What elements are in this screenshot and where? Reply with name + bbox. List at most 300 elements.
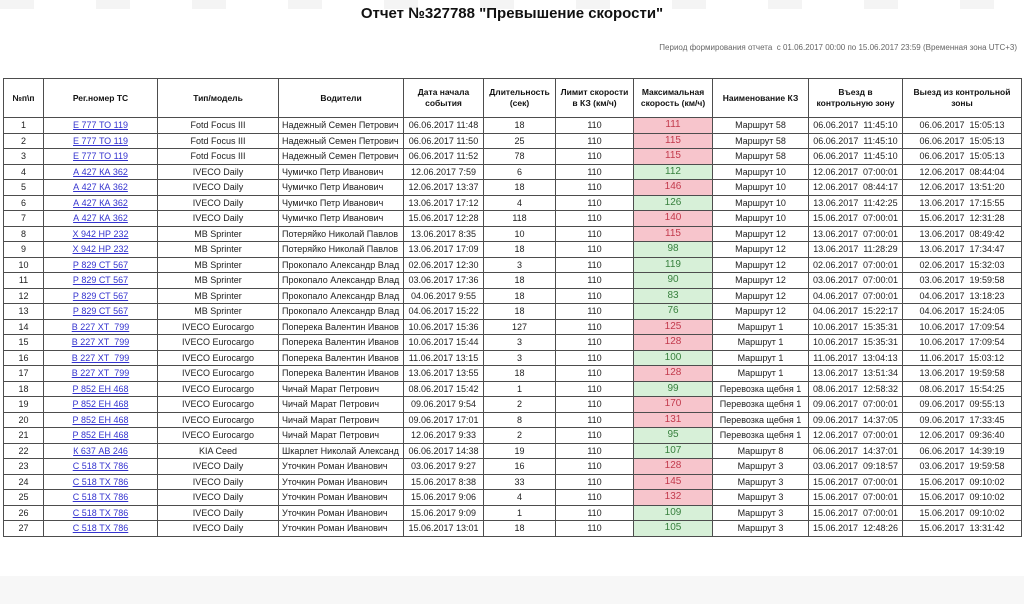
duration-sec: 118 [484,211,556,227]
vehicle-reg-link[interactable]: К 637 АВ 246 [73,445,128,456]
driver-name: Потеряйко Николай Павлов [279,242,404,258]
event-start-date: 04.06.2017 15:22 [404,304,484,320]
row-number: 19 [4,397,44,413]
vehicle-reg-cell [44,118,158,134]
vehicle-reg-cell [44,412,158,428]
vehicle-reg-link[interactable]: С 518 ТХ 786 [72,507,129,518]
zone-exit-time: 04.06.2017 13:18:23 [903,288,1022,304]
event-start-date: 11.06.2017 13:15 [404,350,484,366]
table-row [4,366,1022,382]
zone-entry-time: 12.06.2017 07:00:01 [809,164,903,180]
event-start-date: 10.06.2017 15:36 [404,319,484,335]
vehicle-reg-cell [44,397,158,413]
col-header-driver: Водители [279,79,404,118]
vehicle-reg-cell [44,242,158,258]
zone-name: Маршрут 3 [713,521,809,537]
max-speed-value: 115 [634,226,713,242]
col-header-duration: Длительность (сек) [484,79,556,118]
vehicle-reg-cell [44,288,158,304]
event-start-date: 06.06.2017 11:50 [404,133,484,149]
zone-entry-time: 03.06.2017 09:18:57 [809,459,903,475]
table-row [4,350,1022,366]
zone-entry-time: 15.06.2017 07:00:01 [809,474,903,490]
max-speed-value: 83 [634,288,713,304]
duration-sec: 3 [484,257,556,273]
driver-name: Чумичко Петр Иванович [279,211,404,227]
vehicle-reg-link[interactable]: Р 829 СТ 567 [72,259,129,270]
vehicle-reg-link[interactable]: Р 852 ЕН 468 [72,399,129,410]
max-speed-value: 126 [634,195,713,211]
zone-name: Маршрут 8 [713,443,809,459]
row-number: 11 [4,273,44,289]
speed-limit: 110 [556,304,634,320]
vehicle-reg-link[interactable]: Р 852 ЕН 468 [72,383,129,394]
speed-limit: 110 [556,133,634,149]
vehicle-model: IVECO Daily [158,521,279,537]
row-number: 7 [4,211,44,227]
driver-name: Уточкин Роман Иванович [279,490,404,506]
driver-name: Чумичко Петр Иванович [279,195,404,211]
table-row [4,304,1022,320]
vehicle-model: IVECO Daily [158,474,279,490]
row-number: 27 [4,521,44,537]
speed-limit: 110 [556,257,634,273]
table-row [4,381,1022,397]
vehicle-reg-cell [44,164,158,180]
speed-limit: 110 [556,118,634,134]
row-number: 21 [4,428,44,444]
event-start-date: 12.06.2017 7:59 [404,164,484,180]
vehicle-reg-cell [44,381,158,397]
table-row [4,428,1022,444]
row-number: 14 [4,319,44,335]
duration-sec: 127 [484,319,556,335]
vehicle-reg-link[interactable]: А 427 КА 362 [73,166,128,177]
vehicle-reg-cell [44,366,158,382]
zone-entry-time: 12.06.2017 07:00:01 [809,428,903,444]
duration-sec: 1 [484,381,556,397]
vehicle-model: IVECO Daily [158,459,279,475]
max-speed-value: 107 [634,443,713,459]
table-row [4,490,1022,506]
zone-entry-time: 04.06.2017 15:22:17 [809,304,903,320]
speed-limit: 110 [556,412,634,428]
driver-name: Прокопало Александр Влад [279,257,404,273]
zone-name: Маршрут 10 [713,211,809,227]
vehicle-reg-link[interactable]: С 518 ТХ 786 [72,523,129,534]
page-bottom-area [0,576,1024,604]
event-start-date: 08.06.2017 15:42 [404,381,484,397]
vehicle-reg-link[interactable]: Р 829 СТ 567 [72,290,129,301]
driver-name: Чичай Марат Петрович [279,397,404,413]
speed-limit: 110 [556,474,634,490]
table-row [4,474,1022,490]
zone-name: Перевозка щебня 1 [713,397,809,413]
vehicle-model: Fotd Focus III [158,133,279,149]
max-speed-value: 128 [634,366,713,382]
col-header-zone: Наименование КЗ [713,79,809,118]
vehicle-reg-cell [44,149,158,165]
vehicle-reg-cell [44,474,158,490]
event-start-date: 03.06.2017 9:27 [404,459,484,475]
vehicle-reg-link[interactable]: С 518 ТХ 786 [72,476,129,487]
zone-entry-time: 15.06.2017 07:00:01 [809,490,903,506]
driver-name: Уточкин Роман Иванович [279,505,404,521]
driver-name: Уточкин Роман Иванович [279,521,404,537]
vehicle-reg-cell [44,180,158,196]
zone-entry-time: 13.06.2017 11:28:29 [809,242,903,258]
vehicle-reg-cell [44,335,158,351]
table-row [4,319,1022,335]
vehicle-reg-link[interactable]: Р 852 ЕН 468 [72,430,129,441]
table-row [4,397,1022,413]
max-speed-value: 125 [634,319,713,335]
max-speed-value: 95 [634,428,713,444]
vehicle-reg-link[interactable]: Х 942 НР 232 [72,244,129,255]
zone-name: Маршрут 12 [713,257,809,273]
zone-entry-time: 09.06.2017 07:00:01 [809,397,903,413]
driver-name: Шкарлет Николай Александ [279,443,404,459]
table-row [4,459,1022,475]
max-speed-value: 128 [634,335,713,351]
speed-limit: 110 [556,242,634,258]
zone-entry-time: 13.06.2017 13:51:34 [809,366,903,382]
row-number: 12 [4,288,44,304]
speeding-report-table [3,78,1022,537]
row-number: 23 [4,459,44,475]
zone-entry-time: 15.06.2017 07:00:01 [809,505,903,521]
zone-entry-time: 15.06.2017 07:00:01 [809,211,903,227]
col-header-reg: Рег.номер ТС [44,79,158,118]
duration-sec: 18 [484,242,556,258]
driver-name: Поперека Валентин Иванов [279,350,404,366]
zone-exit-time: 06.06.2017 15:05:13 [903,118,1022,134]
vehicle-reg-cell [44,319,158,335]
zone-exit-time: 13.06.2017 19:59:58 [903,366,1022,382]
max-speed-value: 99 [634,381,713,397]
vehicle-reg-link[interactable]: С 518 ТХ 786 [72,492,129,503]
vehicle-model: MB Sprinter [158,273,279,289]
zone-name: Маршрут 12 [713,304,809,320]
table-row [4,257,1022,273]
vehicle-reg-link[interactable]: А 427 КА 362 [73,182,128,193]
table-row [4,242,1022,258]
zone-exit-time: 12.06.2017 09:36:40 [903,428,1022,444]
driver-name: Прокопало Александр Влад [279,273,404,289]
vehicle-reg-link[interactable]: Р 829 СТ 567 [72,306,129,317]
duration-sec: 78 [484,149,556,165]
vehicle-model: IVECO Eurocargo [158,350,279,366]
zone-exit-time: 15.06.2017 09:10:02 [903,490,1022,506]
table-row [4,505,1022,521]
row-number: 17 [4,366,44,382]
zone-name: Маршрут 1 [713,319,809,335]
zone-entry-time: 11.06.2017 13:04:13 [809,350,903,366]
vehicle-reg-cell [44,257,158,273]
zone-entry-time: 04.06.2017 07:00:01 [809,288,903,304]
event-start-date: 13.06.2017 17:12 [404,195,484,211]
event-start-date: 15.06.2017 12:28 [404,211,484,227]
zone-name: Маршрут 3 [713,490,809,506]
vehicle-reg-link[interactable]: В 227 ХТ 799 [71,337,130,348]
max-speed-value: 112 [634,164,713,180]
zone-exit-time: 04.06.2017 15:24:05 [903,304,1022,320]
event-start-date: 09.06.2017 9:54 [404,397,484,413]
col-header-limit: Лимит скорости в КЗ (км/ч) [556,79,634,118]
speed-limit: 110 [556,350,634,366]
duration-sec: 33 [484,474,556,490]
zone-entry-time: 12.06.2017 08:44:17 [809,180,903,196]
speed-limit: 110 [556,211,634,227]
vehicle-reg-cell [44,350,158,366]
vehicle-reg-cell [44,490,158,506]
zone-exit-time: 06.06.2017 14:39:19 [903,443,1022,459]
event-start-date: 02.06.2017 12:30 [404,257,484,273]
max-speed-value: 119 [634,257,713,273]
zone-entry-time: 13.06.2017 07:00:01 [809,226,903,242]
driver-name: Поперека Валентин Иванов [279,319,404,335]
vehicle-reg-link[interactable]: Х 942 НР 232 [72,228,129,239]
table-row [4,133,1022,149]
speed-limit: 110 [556,195,634,211]
vehicle-reg-link[interactable]: В 227 ХТ 799 [71,352,130,363]
driver-name: Поперека Валентин Иванов [279,366,404,382]
zone-entry-time: 06.06.2017 14:37:01 [809,443,903,459]
vehicle-reg-cell [44,443,158,459]
max-speed-value: 98 [634,242,713,258]
zone-exit-time: 08.06.2017 15:54:25 [903,381,1022,397]
zone-name: Перевозка щебня 1 [713,428,809,444]
event-start-date: 15.06.2017 9:06 [404,490,484,506]
zone-name: Маршрут 3 [713,505,809,521]
duration-sec: 6 [484,164,556,180]
speed-limit: 110 [556,319,634,335]
vehicle-model: IVECO Daily [158,211,279,227]
vehicle-model: MB Sprinter [158,226,279,242]
vehicle-model: IVECO Daily [158,180,279,196]
vehicle-reg-link[interactable]: В 227 ХТ 799 [71,368,130,379]
zone-entry-time: 09.06.2017 14:37:05 [809,412,903,428]
zone-entry-time: 13.06.2017 11:42:25 [809,195,903,211]
vehicle-model: IVECO Eurocargo [158,412,279,428]
duration-sec: 4 [484,195,556,211]
zone-name: Маршрут 12 [713,242,809,258]
vehicle-reg-link[interactable]: Е 777 ТО 119 [73,120,128,131]
duration-sec: 8 [484,412,556,428]
speed-limit: 110 [556,149,634,165]
speed-limit: 110 [556,288,634,304]
vehicle-reg-link[interactable]: Е 777 ТО 119 [73,151,128,162]
zone-name: Маршрут 12 [713,226,809,242]
speed-limit: 110 [556,381,634,397]
vehicle-reg-link[interactable]: Р 852 ЕН 468 [72,414,129,425]
max-speed-value: 76 [634,304,713,320]
speed-limit: 110 [556,459,634,475]
max-speed-value: 132 [634,490,713,506]
vehicle-model: KIA Ceed [158,443,279,459]
row-number: 20 [4,412,44,428]
row-number: 3 [4,149,44,165]
speed-limit: 110 [556,521,634,537]
zone-exit-time: 10.06.2017 17:09:54 [903,319,1022,335]
zone-name: Маршрут 3 [713,474,809,490]
zone-exit-time: 15.06.2017 09:10:02 [903,474,1022,490]
vehicle-model: MB Sprinter [158,242,279,258]
table-row [4,335,1022,351]
table-row [4,273,1022,289]
duration-sec: 18 [484,366,556,382]
max-speed-value: 111 [634,118,713,134]
vehicle-reg-cell [44,304,158,320]
zone-entry-time: 06.06.2017 11:45:10 [809,149,903,165]
event-start-date: 03.06.2017 17:36 [404,273,484,289]
speed-limit: 110 [556,428,634,444]
duration-sec: 18 [484,118,556,134]
duration-sec: 3 [484,335,556,351]
zone-exit-time: 03.06.2017 19:59:58 [903,273,1022,289]
row-number: 15 [4,335,44,351]
zone-exit-time: 09.06.2017 09:55:13 [903,397,1022,413]
max-speed-value: 145 [634,474,713,490]
event-start-date: 06.06.2017 14:38 [404,443,484,459]
row-number: 1 [4,118,44,134]
zone-name: Маршрут 10 [713,164,809,180]
zone-name: Маршрут 1 [713,366,809,382]
vehicle-model: IVECO Daily [158,490,279,506]
zone-exit-time: 13.06.2017 17:15:55 [903,195,1022,211]
vehicle-model: IVECO Eurocargo [158,319,279,335]
max-speed-value: 140 [634,211,713,227]
row-number: 2 [4,133,44,149]
vehicle-reg-link[interactable]: Е 777 ТО 119 [73,135,128,146]
driver-name: Чичай Марат Петрович [279,381,404,397]
driver-name: Надежный Семен Петрович [279,133,404,149]
zone-name: Маршрут 10 [713,180,809,196]
max-speed-value: 170 [634,397,713,413]
speed-limit: 110 [556,490,634,506]
row-number: 22 [4,443,44,459]
zone-name: Маршрут 10 [713,195,809,211]
duration-sec: 3 [484,350,556,366]
event-start-date: 15.06.2017 9:09 [404,505,484,521]
vehicle-reg-link[interactable]: В 227 ХТ 799 [71,321,130,332]
driver-name: Потеряйко Николай Павлов [279,226,404,242]
table-row [4,226,1022,242]
driver-name: Уточкин Роман Иванович [279,459,404,475]
event-start-date: 10.06.2017 15:44 [404,335,484,351]
speed-limit: 110 [556,180,634,196]
zone-exit-time: 15.06.2017 13:31:42 [903,521,1022,537]
zone-entry-time: 10.06.2017 15:35:31 [809,319,903,335]
row-number: 8 [4,226,44,242]
zone-name: Перевозка щебня 1 [713,381,809,397]
zone-entry-time: 06.06.2017 11:45:10 [809,118,903,134]
speed-limit: 110 [556,505,634,521]
vehicle-reg-cell [44,459,158,475]
report-title: Отчет №327788 "Превышение скорости" [360,5,664,22]
table-row [4,521,1022,537]
vehicle-reg-link[interactable]: А 427 КА 362 [73,213,128,224]
duration-sec: 18 [484,304,556,320]
event-start-date: 06.06.2017 11:52 [404,149,484,165]
zone-name: Маршрут 3 [713,459,809,475]
max-speed-value: 90 [634,273,713,289]
row-number: 26 [4,505,44,521]
table-header-row [4,79,1022,118]
event-start-date: 13.06.2017 17:09 [404,242,484,258]
driver-name: Уточкин Роман Иванович [279,474,404,490]
vehicle-model: MB Sprinter [158,288,279,304]
row-number: 25 [4,490,44,506]
duration-sec: 16 [484,459,556,475]
table-row [4,195,1022,211]
zone-name: Маршрут 58 [713,133,809,149]
max-speed-value: 146 [634,180,713,196]
vehicle-model: IVECO Eurocargo [158,397,279,413]
max-speed-value: 115 [634,149,713,165]
driver-name: Чумичко Петр Иванович [279,164,404,180]
col-header-num: №п\п [4,79,44,118]
duration-sec: 18 [484,521,556,537]
zone-exit-time: 12.06.2017 13:51:20 [903,180,1022,196]
zone-name: Маршрут 1 [713,335,809,351]
zone-exit-time: 13.06.2017 08:49:42 [903,226,1022,242]
zone-name: Маршрут 58 [713,149,809,165]
table-row [4,118,1022,134]
duration-sec: 25 [484,133,556,149]
driver-name: Чичай Марат Петрович [279,428,404,444]
vehicle-reg-link[interactable]: А 427 КА 362 [73,197,128,208]
col-header-entry: Въезд в контрольную зону [809,79,903,118]
speed-limit: 110 [556,397,634,413]
col-header-model: Тип/модель [158,79,279,118]
max-speed-value: 131 [634,412,713,428]
vehicle-model: Fotd Focus III [158,118,279,134]
zone-exit-time: 12.06.2017 08:44:04 [903,164,1022,180]
vehicle-reg-cell [44,428,158,444]
vehicle-model: Fotd Focus III [158,149,279,165]
row-number: 5 [4,180,44,196]
col-header-exit: Выезд из контрольной зоны [903,79,1022,118]
zone-name: Маршрут 12 [713,273,809,289]
duration-sec: 19 [484,443,556,459]
row-number: 9 [4,242,44,258]
zone-entry-time: 10.06.2017 15:35:31 [809,335,903,351]
vehicle-model: MB Sprinter [158,304,279,320]
duration-sec: 10 [484,226,556,242]
vehicle-reg-link[interactable]: С 518 ТХ 786 [72,461,129,472]
table-row [4,164,1022,180]
vehicle-reg-cell [44,211,158,227]
vehicle-reg-cell [44,521,158,537]
vehicle-reg-cell [44,133,158,149]
vehicle-reg-link[interactable]: Р 829 СТ 567 [72,275,129,286]
event-start-date: 09.06.2017 17:01 [404,412,484,428]
zone-name: Маршрут 12 [713,288,809,304]
vehicle-reg-cell [44,226,158,242]
driver-name: Надежный Семен Петрович [279,118,404,134]
vehicle-model: IVECO Eurocargo [158,335,279,351]
zone-exit-time: 11.06.2017 15:03:12 [903,350,1022,366]
speed-limit: 110 [556,443,634,459]
speed-limit: 110 [556,366,634,382]
report-period: Период формирования отчета с 01.06.2017 00:00 по 15.06.2017 23:59 (Временная зона UTC+3) [659,43,1017,52]
event-start-date: 15.06.2017 8:38 [404,474,484,490]
driver-name: Надежный Семен Петрович [279,149,404,165]
zone-exit-time: 06.06.2017 15:05:13 [903,133,1022,149]
event-start-date: 12.06.2017 13:37 [404,180,484,196]
table-row [4,412,1022,428]
